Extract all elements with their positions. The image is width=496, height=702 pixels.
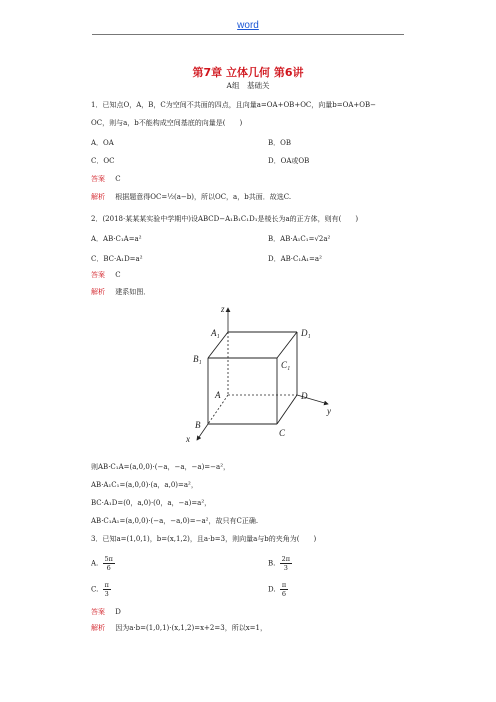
q2-answer-label: 答案 [91, 271, 105, 279]
q3-analysis-label: 解析 [91, 624, 105, 632]
q3-answer-label: 答案 [91, 608, 105, 616]
header-word-link[interactable]: word [237, 20, 259, 31]
q2-analysis-label: 解析 [91, 288, 105, 296]
q1-answer [91, 174, 121, 184]
q2-calc-2: AB·A₁C₁=(a,0,0)·(a，a,0)=a²， [91, 481, 198, 489]
q1-answer-value: C [115, 175, 121, 183]
q3-option-b-fraction [280, 555, 292, 572]
vertex-a1-label: A₁ [211, 328, 220, 338]
axis-x-label: x [186, 434, 190, 444]
section-subtitle: A组 基础关 [226, 81, 270, 90]
header-divider [92, 34, 404, 35]
q3-option-d-numerator: π [281, 581, 287, 589]
q3-option-b [268, 555, 292, 572]
q1-stem-line2: OC，则与a，b不能构成空间基底的向量是( ) [91, 119, 243, 127]
vertex-c-label: C [279, 428, 286, 438]
q3-option-c-numerator: π [104, 581, 109, 589]
q3-answer [91, 607, 121, 617]
q3-stem: 3．已知a=(1,0,1)，b=(x,1,2)，且a·b=3，则向量a与b的夹角为( ) [91, 535, 317, 543]
q2-calc-3: BC·A₁D=(0，a,0)·(0，a，−a)=a²， [91, 499, 212, 507]
q2-calc-4: AB·C₁A₁=(a,0,0)·(−a，−a,0)=−a²，故只有C正确. [91, 517, 259, 525]
q2-answer [91, 270, 121, 280]
chapter-title: 第7章 立体几何 第6讲 [192, 66, 304, 79]
q3-analysis-text: 因为a·b=(1,0,1)·(x,1,2)=x+2=3，所以x=1， [115, 624, 267, 632]
q3-option-a-numerator: 5π [104, 555, 113, 563]
q1-option-d: D．OA或OB [268, 157, 310, 165]
vertex-a-label: A [215, 390, 221, 400]
q3-option-d-letter: D. [268, 585, 276, 594]
q1-option-c: C．OC [91, 157, 115, 165]
q3-option-d-denominator: 6 [281, 590, 287, 598]
q3-option-a-fraction [103, 555, 115, 572]
axis-z-label: z [221, 304, 225, 314]
q3-option-c-letter: C. [91, 585, 99, 594]
q3-option-b-letter: B. [268, 559, 276, 568]
q1-analysis-label: 解析 [91, 193, 105, 201]
q3-option-c-denominator: 3 [104, 590, 109, 598]
q1-answer-label: 答案 [91, 175, 105, 183]
q2-analysis-text: 建系如图． [115, 288, 151, 296]
q1-option-b: B．OB [268, 139, 292, 147]
q3-analysis [91, 623, 267, 633]
vertex-b1-label: B₁ [193, 354, 202, 364]
q1-analysis [91, 192, 291, 202]
q2-option-d: D．AB·C₁A₁=a² [268, 255, 322, 263]
vertex-b-label: B [195, 420, 201, 430]
cube-visible-edges [208, 332, 297, 424]
q3-option-a-denominator: 6 [106, 564, 111, 572]
q3-option-d-fraction [280, 581, 288, 598]
q2-answer-value: C [115, 271, 121, 279]
cube-figure [183, 300, 345, 450]
vertex-d1-label: D₁ [301, 328, 311, 338]
q2-calc-1: 则AB·C₁A=(a,0,0)·(−a，−a，−a)=−a²， [91, 463, 231, 471]
q1-stem-line1: 1．已知点O，A，B，C为空间不共面的四点，且向量a=OA+OB+OC，向量b=OA+OB− [91, 101, 377, 109]
q3-answer-value: D [115, 608, 121, 616]
q1-analysis-text: 根据题意得OC=½(a−b)，所以OC，a，b共面．故选C. [115, 193, 292, 201]
q2-option-c: C．BC·A₁D=a² [91, 255, 143, 263]
q2-stem: 2．(2018·某某某实验中学期中)设ABCD−A₁B₁C₁D₁是棱长为a的正方体，则有( ) [91, 215, 359, 223]
vertex-c1-label: C₁ [281, 360, 291, 370]
q3-option-c [91, 581, 111, 598]
q3-option-c-fraction [103, 581, 111, 598]
q3-option-a [91, 555, 115, 572]
q2-analysis [91, 287, 150, 297]
vertex-d-label: D [301, 391, 308, 401]
q2-option-b: B．AB·A₁C₁=√2a² [268, 235, 331, 243]
q2-option-a: A．AB·C₁A=a² [91, 235, 142, 243]
q3-option-b-numerator: 2π [281, 555, 291, 563]
q3-option-a-letter: A. [91, 559, 99, 568]
q3-option-b-denominator: 3 [283, 564, 288, 572]
q1-option-a: A．OA [91, 139, 114, 147]
axis-y-label: y [327, 406, 331, 416]
q3-option-d [268, 581, 288, 598]
cube-hidden-edges [208, 332, 297, 424]
